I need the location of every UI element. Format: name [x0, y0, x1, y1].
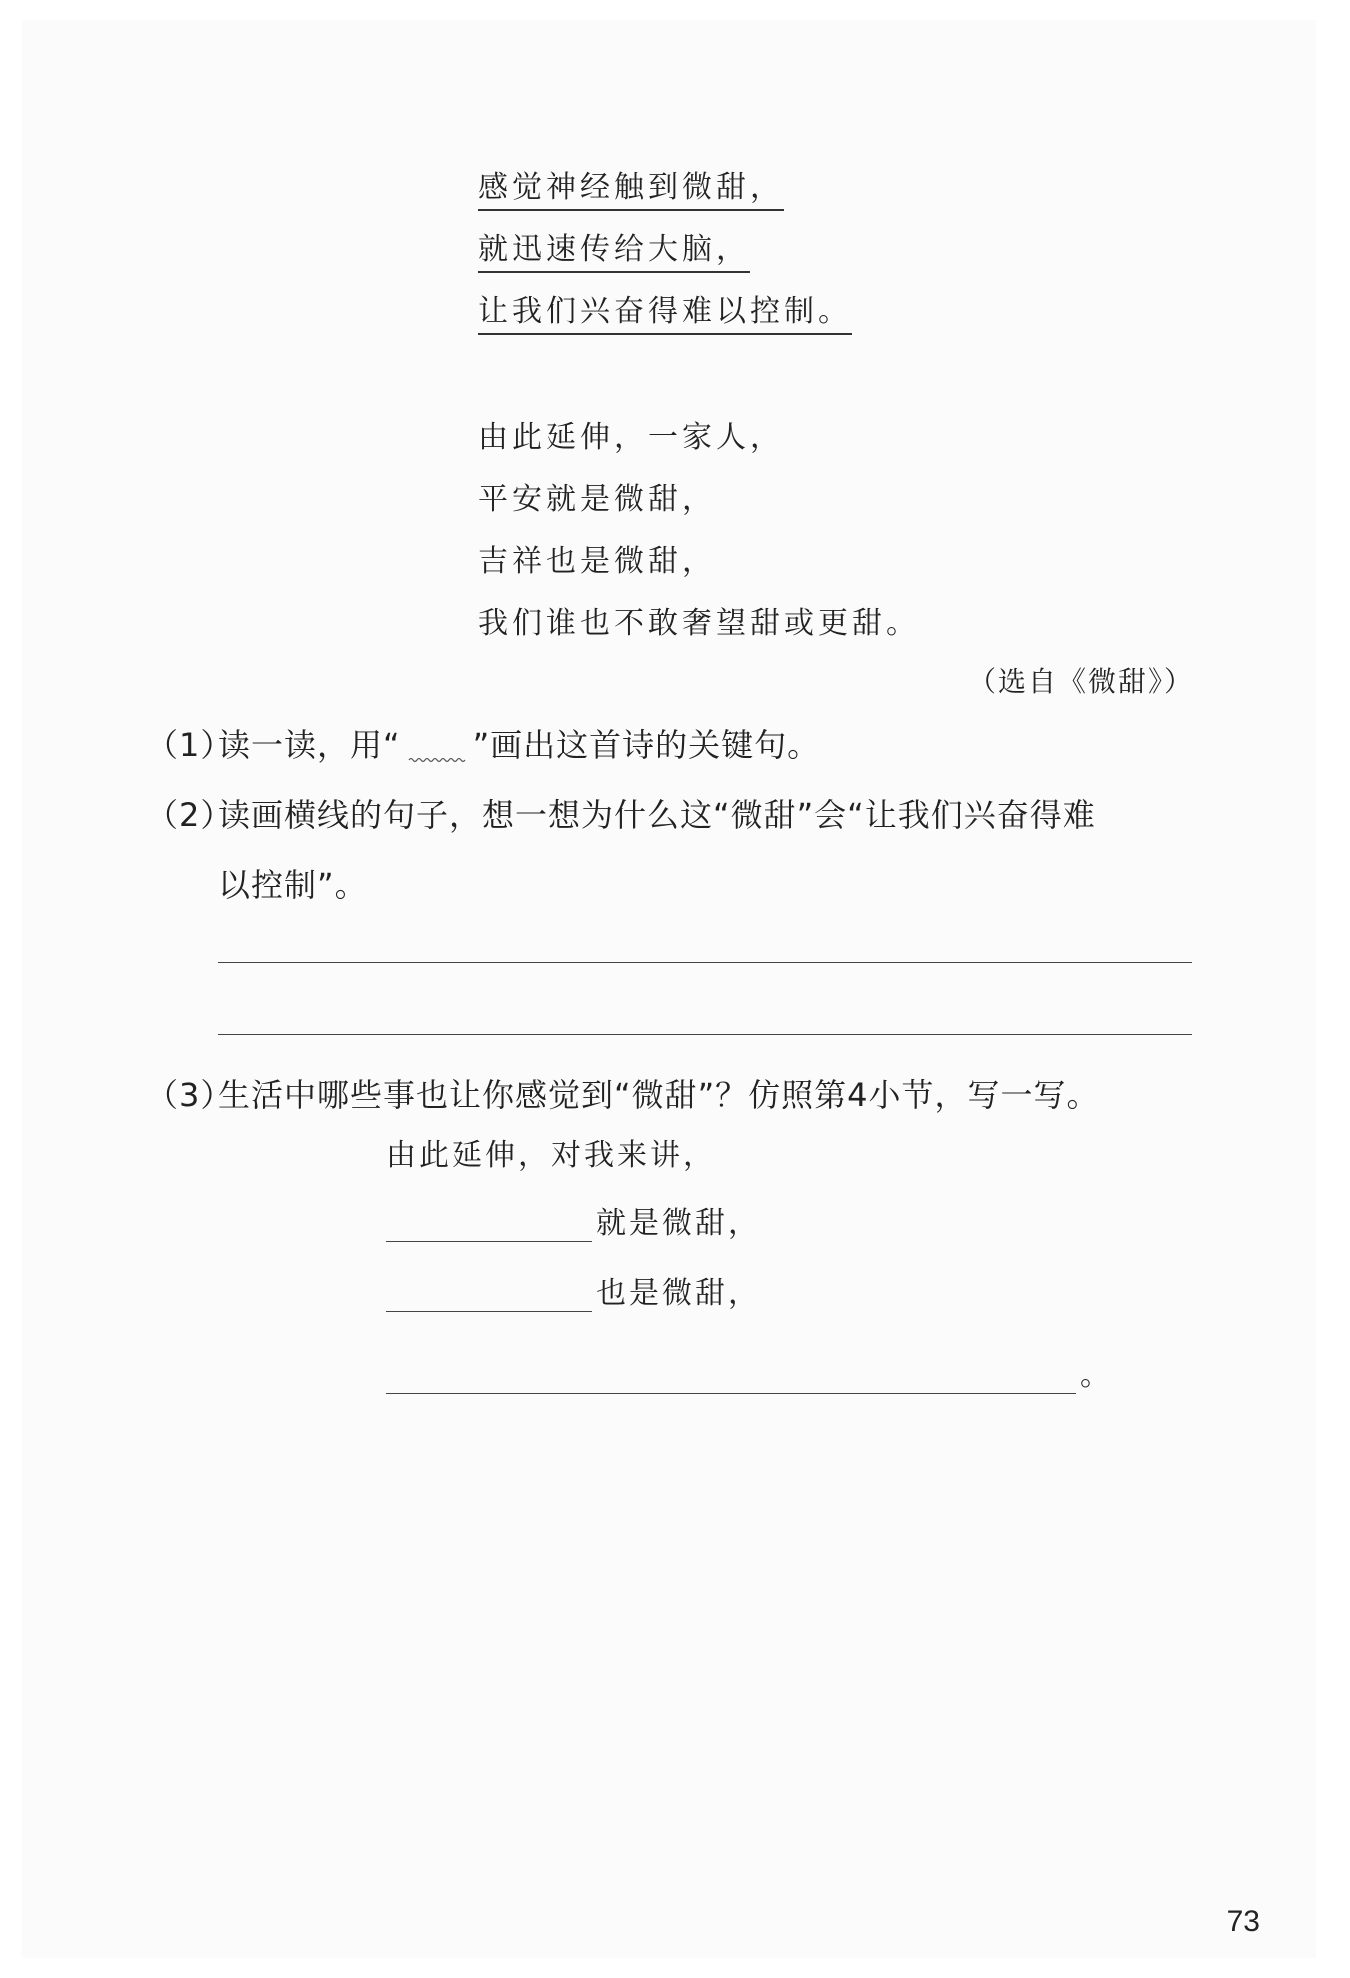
poem-line: 吉祥也是微甜，: [478, 544, 716, 579]
poem-line: [478, 162, 784, 206]
question-2-continued: [218, 860, 368, 906]
underlined-sentence: 感觉神经触到微甜，: [478, 170, 784, 211]
answer-line[interactable]: [218, 1034, 1192, 1035]
question-text: 生活中哪些事也让你感觉到“微甜”？仿照第4小节，写一写。: [218, 1076, 1100, 1114]
template-line-1: [386, 1130, 716, 1174]
poem-line: 由此延伸，一家人，: [478, 420, 784, 455]
fill-blank[interactable]: [386, 1281, 592, 1312]
poem-line: [478, 286, 852, 330]
question-number: （2）: [146, 796, 234, 834]
answer-line[interactable]: [218, 962, 1192, 963]
question-2: [146, 790, 1096, 836]
underlined-sentence: 就迅速传给大脑，: [478, 232, 750, 273]
underlined-sentence: 让我们兴奋得难以控制。: [478, 294, 852, 335]
poem-line: 平安就是微甜，: [478, 482, 716, 517]
poem-line: 我们谁也不敢奢望甜或更甜。: [478, 606, 920, 641]
question-number: （1）: [146, 726, 234, 764]
question-text: 读一读，用“: [218, 726, 401, 764]
question-3: [146, 1070, 1100, 1116]
template-line-3: [386, 1268, 761, 1312]
poem-source: （选自《微甜》）: [967, 665, 1194, 698]
template-text: 就是微甜，: [596, 1206, 761, 1241]
poem-line: [478, 224, 750, 268]
fill-blank[interactable]: [386, 1211, 592, 1242]
question-text: 以控制”。: [218, 866, 368, 904]
template-line-2: [386, 1198, 761, 1242]
question-text: 读画横线的句子，想一想为什么这“微甜”会“让我们兴奋得难: [218, 796, 1096, 834]
template-text: 。: [1080, 1358, 1113, 1393]
template-text: 由此延伸，对我来讲，: [386, 1138, 716, 1173]
question-number: （3）: [146, 1076, 234, 1114]
fill-blank[interactable]: [386, 1363, 1076, 1394]
wavy-underline-icon: [401, 736, 473, 766]
question-1: [146, 720, 820, 766]
question-text: ”画出这首诗的关键句。: [472, 726, 821, 764]
template-line-4: [386, 1350, 1113, 1394]
template-text: 也是微甜，: [596, 1276, 761, 1311]
page-number: 73: [1226, 1905, 1260, 1938]
